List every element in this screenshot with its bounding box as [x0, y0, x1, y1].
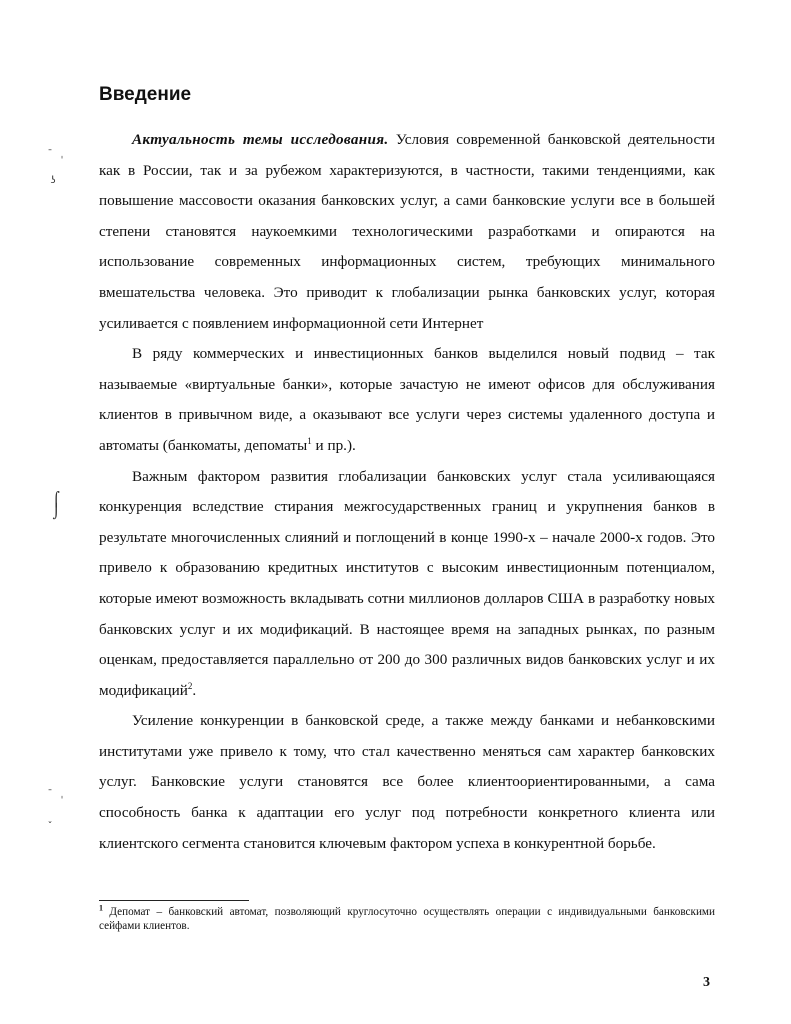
- paragraph-4: [99, 706, 715, 859]
- body-text: [99, 125, 715, 859]
- footnote: [99, 905, 715, 933]
- paragraph-3-text: Важным фактором развития глобализации банковских услуг стала усиливающаяся конкуренция вследствие стирания межгосударственных границ и укрупнения банков в результате многочисленных слияний и поглощений в конце 1990-х – начале 2000-х годов. Это привело к образованию кредитных институтов с высоким инвестиционным потенциалом, которые имеют возможность вкладывать сотни миллионов долларов США в разработку новых банковских услуг и их модификаций. В настоящее время на западных рынках, по разным оценкам, предоставляется параллельно от 200 до 300 различных видов банковских услуг и их модификаций: [99, 467, 715, 699]
- footnote-ref-1: 1: [307, 435, 312, 446]
- paragraph-2-text: В ряду коммерческих и инвестиционных банков выделился новый подвид – так называемые «виртуальные банки», которые зачастую не имеют офисов для обслуживания клиентов в привычном виде, а оказывают все услуги через системы удаленного доступа и автоматы (банкоматы, депоматы: [99, 345, 715, 454]
- paragraph-2: [99, 339, 715, 461]
- paragraph-1: [99, 125, 715, 339]
- paragraph-1-lead: Актуальность темы исследования.: [132, 131, 389, 148]
- paragraph-2-tail: и пр.).: [311, 436, 356, 454]
- scan-artifact-mark: ˉ ˌ: [47, 149, 66, 160]
- footnote-text: Депомат – банковский автомат, позволяющий круглосуточно осуществлять операции с индивидуальными банковскими сейфами клиентов.: [99, 906, 715, 932]
- paragraph-3-tail: .: [192, 681, 197, 699]
- scan-artifact-mark: ⌡: [52, 504, 61, 520]
- footnote-marker: 1: [99, 903, 103, 913]
- footnote-ref-2: 2: [187, 680, 193, 691]
- scan-artifact-mark: ʖ: [50, 175, 57, 186]
- page-title: Введение: [99, 84, 192, 105]
- paragraph-3: [99, 462, 715, 707]
- scan-artifact-mark: ˉ ˌ: [47, 789, 66, 800]
- footnote-divider: [99, 900, 249, 901]
- scan-artifact-mark: ˇ: [47, 821, 54, 832]
- page-number: 3: [703, 975, 710, 990]
- paragraph-4-text: Усиление конкуренции в банковской среде, а также между банками и небанковскими институтами уже привело к тому, что стал качественно меняться сам характер банковских услуг. Банковские услуги становятся все более клиентоориентированными, а сама способность банка к адаптации его услуг под потребности конкретного клиента или клиентского сегмента становится ключевым фактором успеха в конкурентной борьбе.: [99, 712, 715, 852]
- scan-artifact-mark: ⌠: [52, 492, 61, 508]
- paragraph-1-text: Условия современной банковской деятельности как в России, так и за рубежом характеризуются, в частности, такими тенденциями, как повышение массовости оказания банковских услуг, а сами банковские услуги все в большей степени становятся наукоемкими технологическими разработками и опираются на использование современных информационных систем, требующих минимального вмешательства человека. Это приводит к глобализации рынка банковских услуг, которая усиливается с появлением информационной сети Интернет: [99, 131, 716, 332]
